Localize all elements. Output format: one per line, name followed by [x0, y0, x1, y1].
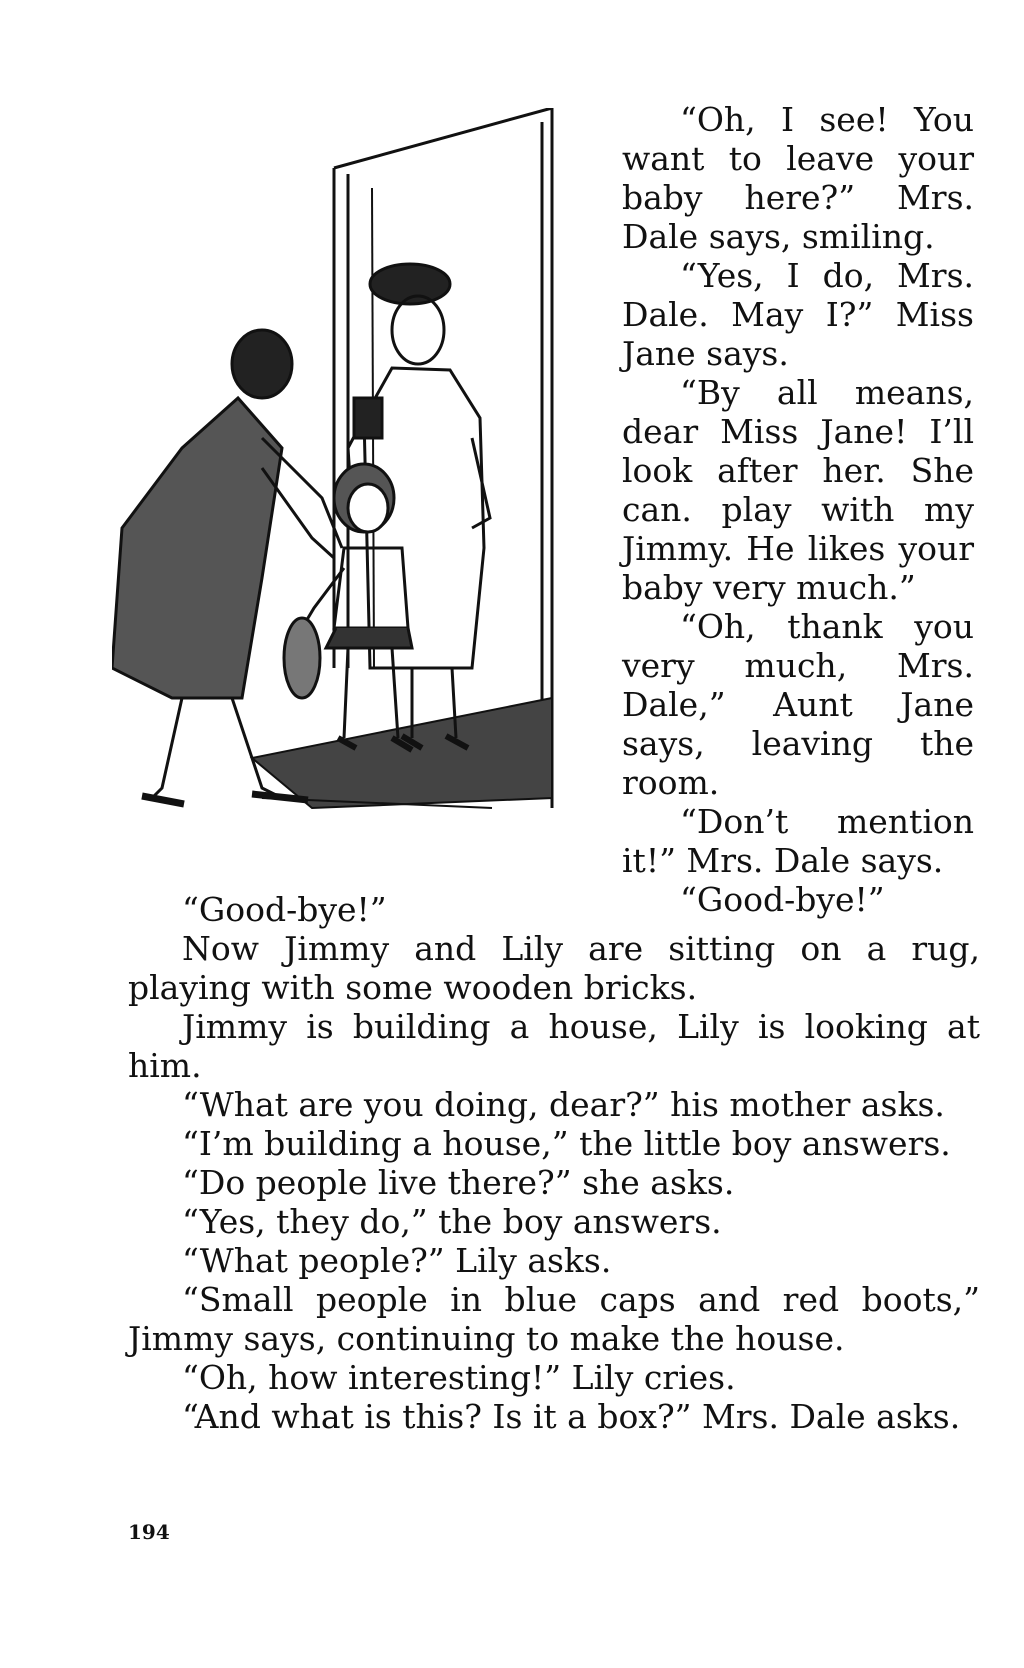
paragraph: “What people?” Lily asks. — [182, 1241, 612, 1280]
paragraph: “Oh, thank you very much, Mrs. Dale,” Aunt Jane says, leaving the room. — [622, 607, 974, 802]
paragraph: “Good-bye!” — [182, 890, 387, 929]
paragraph: “Oh, how interesting!” Lily cries. — [182, 1358, 736, 1397]
paragraph: “By all means, dear Miss Jane! I’ll look after her. She can. play with my Jimmy. He likes your baby very much.” — [622, 373, 974, 607]
paragraph: “Small people in blue caps and red boots,” Jimmy says, continuing to make the house. — [128, 1280, 980, 1358]
illustration — [112, 108, 592, 868]
mother-in-dress — [112, 330, 342, 804]
side-text-column — [622, 100, 974, 919]
paragraph: “What are you doing, dear?” his mother asks. — [182, 1085, 945, 1124]
paragraph: Now Jimmy and Lily are sitting on a rug, playing with some wooden bricks. — [128, 929, 980, 1007]
paragraph: “And what is this? Is it a box?” Mrs. Dale asks. — [182, 1397, 961, 1436]
paragraph: “Good-bye!” — [680, 880, 885, 919]
paragraph: “Don’t mention it!” Mrs. Dale says. — [622, 802, 974, 880]
paragraph: Jimmy is building a house, Lily is looking at him. — [128, 1007, 980, 1085]
paragraph: “Yes, I do, Mrs. Dale. May I?” Miss Jane says. — [622, 256, 974, 373]
paragraph: “Oh, I see! You want to leave your baby here?” Mrs. Dale says, smiling. — [622, 100, 974, 256]
door-frame — [334, 108, 552, 808]
page-number: 194 — [128, 1520, 170, 1544]
paragraph: “Yes, they do,” the boy answers. — [182, 1202, 722, 1241]
doormat — [252, 698, 552, 808]
paragraph: “I’m building a house,” the little boy answers. — [182, 1124, 951, 1163]
main-text-column — [128, 890, 980, 1436]
paragraph: “Do people live there?” she asks. — [182, 1163, 735, 1202]
